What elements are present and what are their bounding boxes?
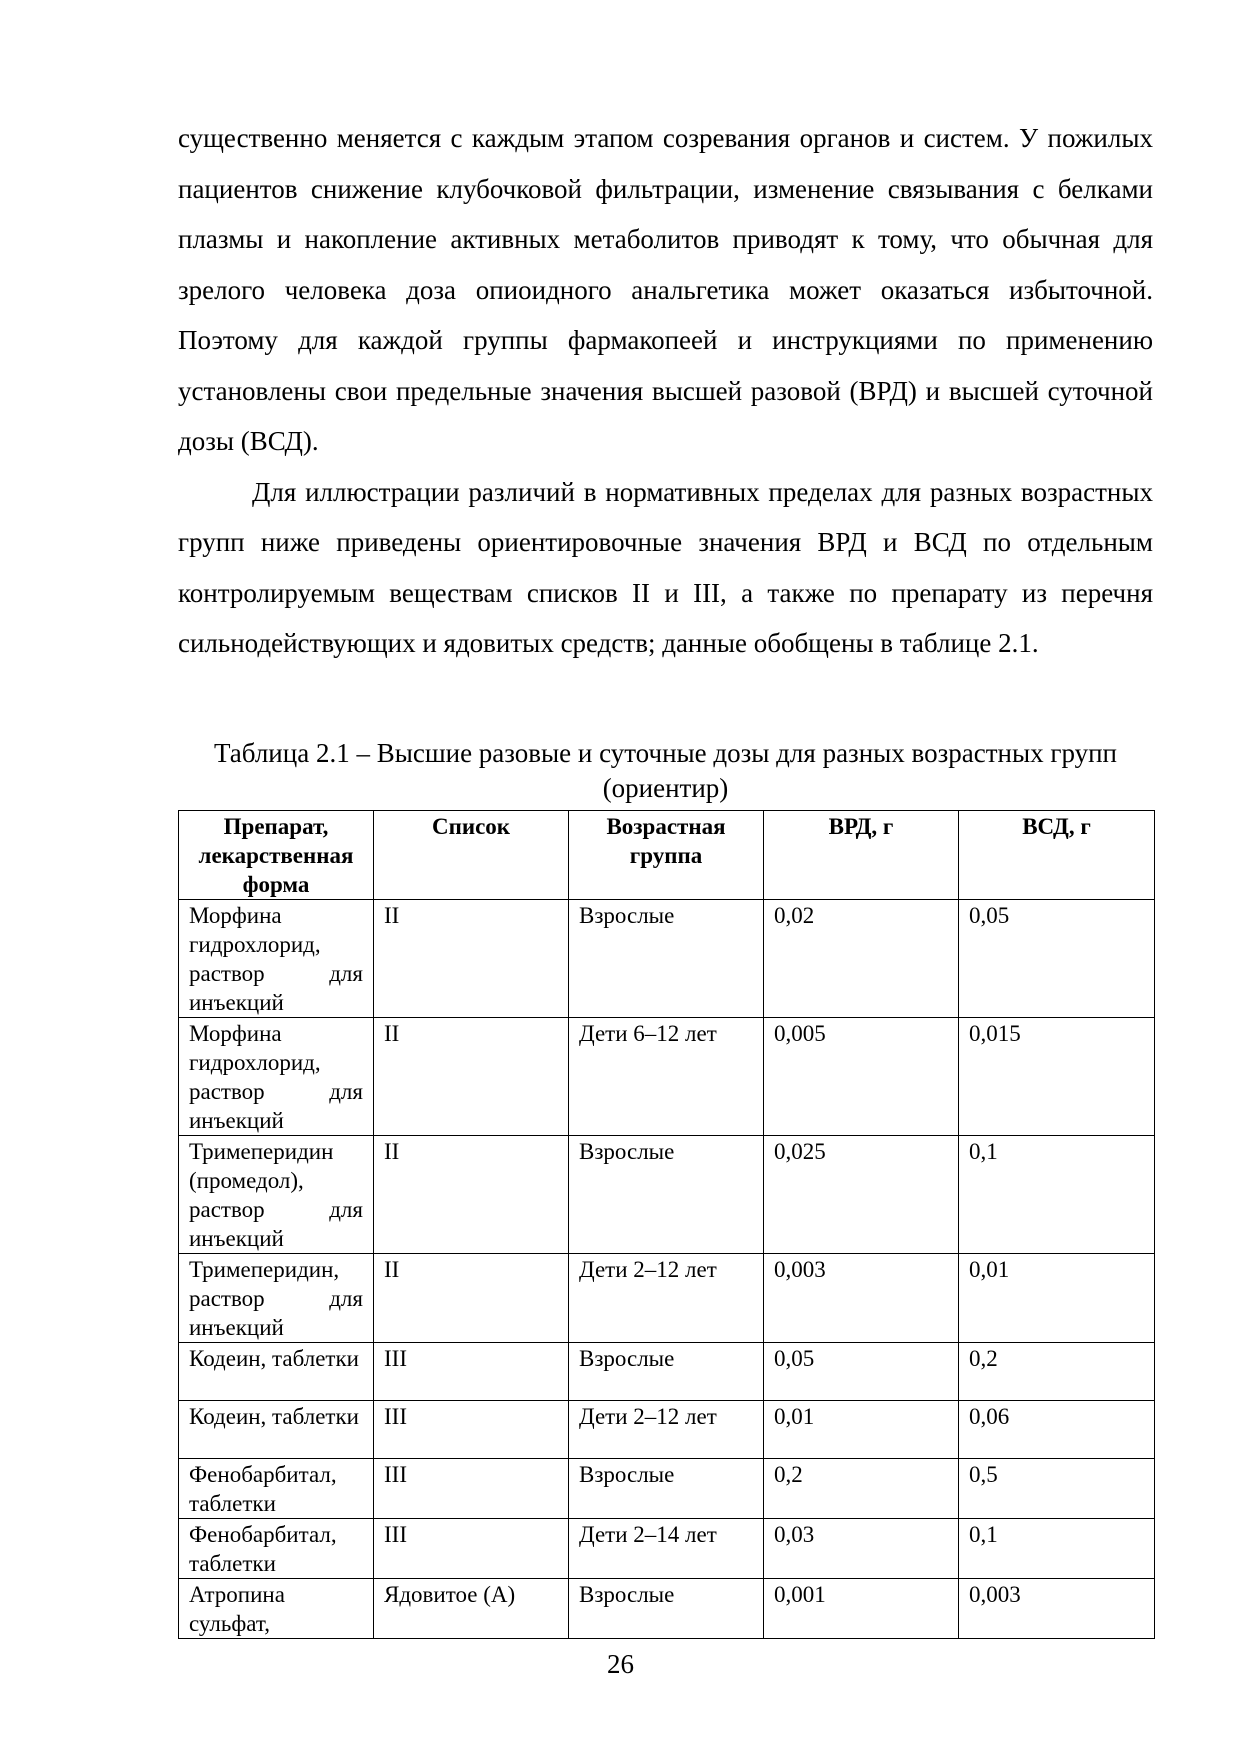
cell-list: II — [374, 1136, 569, 1254]
cell-list: III — [374, 1459, 569, 1519]
cell-age-group: Взрослые — [569, 900, 764, 1018]
paragraph: Для иллюстрации различий в нормативных пределах для разных возрастных групп ниже приведены ориентировочные значения ВРД и ВСД по отдельным контролируемым веществам списков II и III, а также по препарату из перечня сильнодействующих и ядовитых средств; данные обобщены в таблице 2.1. — [178, 476, 1153, 658]
cell-list: II — [374, 1254, 569, 1343]
cell-max-daily-dose: 0,05 — [959, 900, 1155, 1018]
cell-drug: Кодеин, таблетки — [179, 1343, 374, 1401]
cell-drug: Фенобарбитал, таблетки — [179, 1519, 374, 1579]
table-row — [179, 1459, 1155, 1519]
header-max-single-dose: ВРД, г — [764, 811, 959, 900]
cell-age-group: Взрослые — [569, 1459, 764, 1519]
cell-drug: Морфина гидрохлорид, раствор для инъекций — [179, 1018, 374, 1136]
cell-list: III — [374, 1343, 569, 1401]
cell-age-group: Дети 2–12 лет — [569, 1254, 764, 1343]
page-number: 26 — [607, 1649, 634, 1679]
cell-max-single-dose: 0,03 — [764, 1519, 959, 1579]
cell-drug: Тримеперидин, раствор для инъекций — [179, 1254, 374, 1343]
header-list: Список — [374, 811, 569, 900]
cell-max-single-dose: 0,001 — [764, 1579, 959, 1639]
table-row — [179, 1136, 1155, 1254]
cell-max-daily-dose: 0,015 — [959, 1018, 1155, 1136]
table-row — [179, 1401, 1155, 1459]
cell-list: II — [374, 900, 569, 1018]
cell-drug: Кодеин, таблетки — [179, 1401, 374, 1459]
cell-age-group: Дети 2–14 лет — [569, 1519, 764, 1579]
cell-list: II — [374, 1018, 569, 1136]
cell-max-single-dose: 0,02 — [764, 900, 959, 1018]
cell-max-single-dose: 0,2 — [764, 1459, 959, 1519]
cell-max-daily-dose: 0,1 — [959, 1136, 1155, 1254]
table-row — [179, 900, 1155, 1018]
cell-age-group: Взрослые — [569, 1343, 764, 1401]
cell-max-single-dose: 0,005 — [764, 1018, 959, 1136]
cell-max-daily-dose: 0,01 — [959, 1254, 1155, 1343]
cell-max-single-dose: 0,05 — [764, 1343, 959, 1401]
cell-max-daily-dose: 0,2 — [959, 1343, 1155, 1401]
cell-age-group: Взрослые — [569, 1136, 764, 1254]
cell-max-daily-dose: 0,5 — [959, 1459, 1155, 1519]
header-max-daily-dose: ВСД, г — [959, 811, 1155, 900]
header-drug: Препарат, лекарственная форма — [179, 811, 374, 900]
cell-drug: Тримеперидин (промедол), раствор для инъекций — [179, 1136, 374, 1254]
cell-max-single-dose: 0,01 — [764, 1401, 959, 1459]
table-row — [179, 1254, 1155, 1343]
cell-age-group: Дети 2–12 лет — [569, 1401, 764, 1459]
body-text — [178, 113, 1153, 669]
cell-max-single-dose: 0,025 — [764, 1136, 959, 1254]
cell-list: Ядовитое (А) — [374, 1579, 569, 1639]
table-row — [179, 1018, 1155, 1136]
doses-table — [178, 810, 1155, 1639]
cell-list: III — [374, 1519, 569, 1579]
table-row — [179, 1343, 1155, 1401]
table-header-row — [179, 811, 1155, 900]
cell-drug: Атропина сульфат, — [179, 1579, 374, 1639]
cell-list: III — [374, 1401, 569, 1459]
cell-age-group: Взрослые — [569, 1579, 764, 1639]
cell-drug: Морфина гидрохлорид, раствор для инъекций — [179, 900, 374, 1018]
paragraph: существенно меняется с каждым этапом созревания органов и систем. У пожилых пациентов снижение клубочковой фильтрации, изменение связывания с белками плазмы и накопление активных метаболитов приводят к тому, что обычная для зрелого человека доза опиоидного анальгетика может оказаться избыточной. Поэтому для каждой группы фармакопеей и инструкциями по применению установлены свои предельные значения высшей разовой (ВРД) и высшей суточной дозы (ВСД). — [178, 123, 1153, 456]
cell-age-group: Дети 6–12 лет — [569, 1018, 764, 1136]
cell-drug: Фенобарбитал, таблетки — [179, 1459, 374, 1519]
table-caption: Таблица 2.1 – Высшие разовые и суточные дозы для разных возрастных групп (ориентир) — [213, 738, 1118, 803]
table-row — [179, 1579, 1155, 1639]
header-age-group: Возрастная группа — [569, 811, 764, 900]
cell-max-daily-dose: 0,003 — [959, 1579, 1155, 1639]
cell-max-daily-dose: 0,1 — [959, 1519, 1155, 1579]
cell-max-daily-dose: 0,06 — [959, 1401, 1155, 1459]
table-row — [179, 1519, 1155, 1579]
cell-max-single-dose: 0,003 — [764, 1254, 959, 1343]
